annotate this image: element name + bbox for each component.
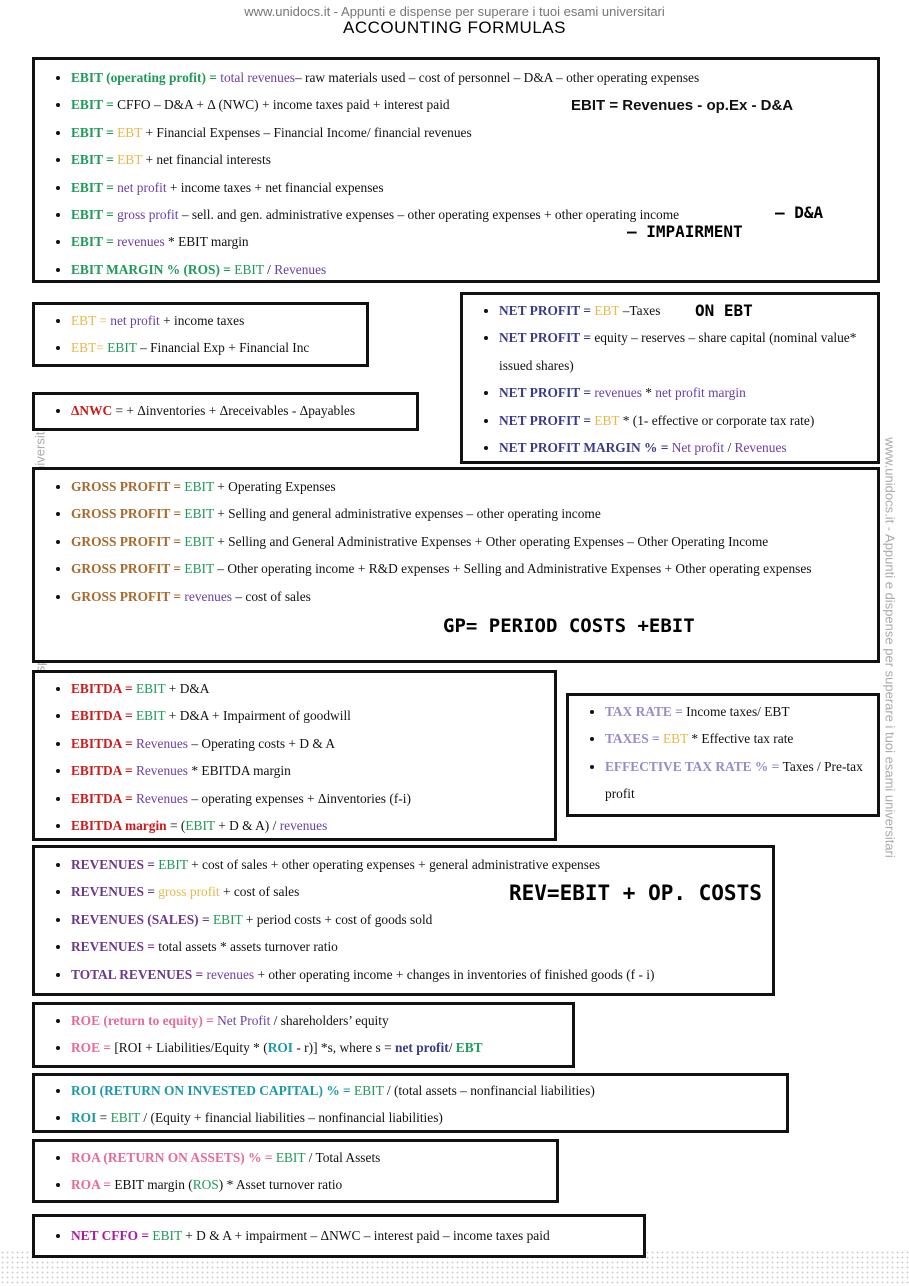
ebitda-box [32,670,557,841]
cffo-box [32,1214,646,1258]
formula-segment: EBIT [158,857,192,872]
formula-segment: equity – reserves – share capital (nominal value* issued shares) [499,330,857,373]
formula-segment: * EBITDA margin [191,763,291,779]
formula-segment: / [267,261,275,277]
formula-segment: net profit [395,1040,449,1056]
formula-segment: ) * Asset turnover ratio [218,1177,343,1193]
formula-item [71,906,772,933]
formula-segment: EBIT = [71,97,118,113]
formula-segment: EBIT [184,561,218,577]
formula-segment: EBIT [135,681,169,696]
formula-item [71,555,863,582]
gross-profit-box [32,467,880,663]
formula-segment: ROS [192,1177,219,1193]
formula-item [71,1222,643,1249]
net-profit-box [460,292,880,464]
formula-segment: / (Equity + financial liabilities – nonfinancial liabilities) [143,1110,443,1126]
formula-item [71,397,416,424]
formula-item [605,753,867,808]
formula-segment: total revenues [220,70,295,85]
formula-segment: - r)] *s, where s = [296,1040,395,1056]
formula-segment: EBIT [135,708,169,724]
page-title: ACCOUNTING FORMULAS [343,18,566,37]
formula-segment: Net Profit [217,1013,274,1028]
formula-segment: EBIT MARGIN % (ROS) = [71,261,235,277]
formula-segment: –Taxes [622,303,661,318]
formula-segment: EBITDA = [71,681,136,696]
formula-segment: EBIT [212,911,246,927]
formula-item [499,407,877,434]
revenues-box [32,845,775,996]
formula-segment: EBIT (operating profit) = [71,70,221,85]
formula-segment: ROA = [71,1177,115,1193]
formula-item [71,933,772,960]
formula-segment: revenues [279,818,328,834]
formula-item [71,228,877,255]
formula-segment: EBIT margin ( [114,1177,193,1193]
roa-formula-list [35,1144,556,1199]
cffo-formula-list [35,1222,643,1249]
formula-segment: EBT [662,731,692,747]
formula-item [605,698,867,725]
formula-segment: gross profit [158,884,223,900]
formula-segment: Taxes / Pre-tax profit [605,758,863,802]
formula-segment: + income taxes + net financial expenses [169,179,384,195]
formula-segment: ΔNWC [71,403,116,418]
formula-item [71,1171,556,1198]
formula-segment: EBIT [107,340,141,356]
formula-item [71,201,877,228]
ebt-box [32,302,369,367]
formula-item [71,757,554,784]
formula-segment: Revenues [135,790,192,806]
ebt-formula-list [35,307,366,362]
formula-segment: + income taxes [163,313,245,328]
formula-item [71,851,772,878]
formula-segment: NET PROFIT = [499,303,595,318]
formula-segment: REVENUES = [71,884,159,900]
formula-segment: / Total Assets [308,1150,381,1165]
formula-segment: + cost of sales + other operating expenses + general administrative expenses [191,857,601,872]
formula-segment: TAXES = [605,731,663,747]
formula-segment: revenues [206,966,258,982]
gross-profit-formula-list [35,473,877,610]
formula-segment: REVENUES (SALES) = [71,911,213,927]
formula-segment: gross profit [117,207,182,223]
formula-segment: EBIT = [71,234,118,250]
formula-item [71,730,554,757]
formula-segment: + D & A + impairment – ΔNWC – interest paid – income taxes paid [185,1228,550,1243]
formula-item [71,256,877,283]
formula-segment: GROSS PROFIT = [71,588,185,604]
formula-item [71,528,863,555]
formula-segment: – cost of sales [235,588,311,604]
formula-segment: – Operating costs + D & A [191,735,336,751]
formula-item [71,64,877,91]
ebit-note: EBIT = Revenues - op.Ex - D&A [571,97,794,114]
net-profit-formula-list [463,297,877,461]
nwc-formula-list [35,397,416,424]
handwritten-note: ON EBT [695,301,753,320]
formula-segment: EBIT = [71,179,118,195]
formula-segment: / [448,1040,456,1056]
formula-segment: GROSS PROFIT = [71,479,185,494]
formula-segment: EBIT [152,1228,186,1243]
formula-segment: Revenues [274,261,327,277]
formula-segment: TAX RATE = [605,704,687,719]
formula-segment: + cost of sales [222,884,300,900]
formula-segment: GROSS PROFIT = [71,506,185,522]
revenues-formula-list [35,851,772,988]
formula-segment: REVENUES = [71,857,159,872]
formula-item [71,1104,786,1131]
formula-segment: GROSS PROFIT = [71,561,185,577]
formula-segment: EBIT [234,261,268,277]
formula-segment: / [727,440,735,456]
formula-segment: EBIT [184,533,218,549]
formula-segment: + period costs + cost of goods sold [245,911,433,927]
formula-segment: CFFO – D&A + Δ (NWC) + income taxes paid + interest paid [117,97,450,113]
formula-item [71,1007,572,1034]
formula-segment: * Effective tax rate [691,731,794,747]
formula-segment: ROA (RETURN ON ASSETS) % = [71,1150,276,1165]
formula-segment: Revenues [135,735,192,751]
formula-item [71,307,366,334]
formula-segment: EBIT [184,479,218,494]
formula-segment: EBT [594,412,623,428]
handwritten-note: – IMPAIRMENT [627,222,743,241]
formula-segment: + net financial interests [145,152,271,168]
roi-formula-list [35,1077,786,1132]
formula-item [499,297,877,324]
formula-segment: net profit [117,179,170,195]
formula-segment: NET PROFIT = [499,330,595,346]
formula-item [71,174,877,201]
header-watermark: www.unidocs.it - Appunti e dispense per superare i tuoi esami universitari [244,4,665,19]
formula-segment: – Other operating income + R&D expenses + Selling and Administrative Expenses + Other operating expenses [217,561,812,577]
formula-segment: + other operating income + changes in inventories of finished goods (f - i) [257,966,655,982]
formula-segment: EBT= [71,340,108,356]
formula-segment: EFFECTIVE TAX RATE % = [605,758,783,774]
roi-box [32,1073,789,1133]
formula-segment: GROSS PROFIT = [71,533,185,549]
formula-segment: = [99,1110,111,1126]
formula-segment: NET PROFIT = [499,385,595,401]
formula-segment: + D&A [168,681,210,696]
formula-segment: + Operating Expenses [217,479,336,494]
formula-item [71,1144,556,1171]
formula-segment: – Financial Exp + Financial Inc [140,340,310,356]
formula-segment: ROE (return to equity) = [71,1013,218,1028]
formula-segment: EBIT [184,506,218,522]
formula-item [499,324,877,379]
formula-item [71,1034,572,1061]
formula-segment: EBIT = [71,207,118,223]
formula-item [499,434,877,461]
formula-segment: / shareholders’ equity [273,1013,389,1028]
handwritten-note: GP= PERIOD COSTS +EBIT [443,615,695,637]
formula-item [71,812,554,839]
formula-item [71,785,554,812]
formula-item [499,379,877,406]
formula-segment: Revenues [135,763,192,779]
formula-segment: Income taxes/ EBT [686,704,790,719]
formula-segment: revenues [184,588,236,604]
side-watermark-right: www.unidocs.it - Appunti e dispense per superare i tuoi esami universitari [882,437,898,858]
roe-box [32,1002,575,1068]
ebit-box [32,57,880,283]
nwc-box [32,392,419,431]
formula-segment: – raw materials used – cost of personnel – D&A – other operating expenses [294,70,700,85]
formula-segment: + Selling and General Administrative Expenses + Other operating Expenses – Other Operating Income [217,533,769,549]
formula-segment: EBITDA = [71,735,136,751]
formula-segment: * EBIT margin [168,234,249,250]
roa-box [32,1139,559,1203]
formula-item [71,119,877,146]
formula-segment: Revenues [734,440,787,456]
formula-segment: NET PROFIT = [499,412,595,428]
formula-segment: = + Δinventories + Δreceivables - Δpayables [115,403,356,418]
formula-segment: + Selling and general administrative expenses – other operating income [217,506,601,522]
formula-segment: total assets * assets turnover ratio [158,939,338,955]
handwritten-note: REV=EBIT + OP. COSTS [509,881,762,905]
formula-segment: TOTAL REVENUES = [71,966,207,982]
formula-segment: EBIT [185,818,219,834]
formula-segment: EBT [117,152,146,168]
formula-segment: EBT [455,1040,483,1056]
formula-segment: EBIT [354,1083,387,1098]
formula-item [71,702,554,729]
formula-item [71,334,366,361]
formula-segment: EBIT = [71,124,118,140]
formula-item [71,583,863,610]
formula-segment: net profit margin [655,385,746,401]
formula-segment: ROI (RETURN ON INVESTED CAPITAL) % = [71,1083,355,1098]
formula-segment: ROI [267,1040,297,1056]
formula-segment: + D&A + Impairment of goodwill [168,708,351,724]
formula-segment: revenues [117,234,169,250]
formula-segment: Net profit [671,440,728,456]
formula-segment: NET CFFO = [71,1228,153,1243]
formula-segment: ROI [71,1110,100,1126]
tax-box [566,693,880,817]
formula-segment: EBITDA = [71,790,136,806]
formula-item [71,675,554,702]
formula-segment: * (1- effective or corporate tax rate) [622,412,815,428]
formula-segment: = ( [169,818,186,834]
formula-item [71,146,877,173]
formula-segment: EBIT [275,1150,309,1165]
formula-item [71,1077,786,1104]
formula-segment: EBIT [110,1110,144,1126]
formula-segment: EBITDA = [71,708,136,724]
formula-segment: + D & A) / [218,818,280,834]
formula-segment: – sell. and gen. administrative expenses – other operating expenses + other operating income [181,207,680,223]
formula-segment: / (total assets – nonfinancial liabilities) [386,1083,595,1098]
formula-segment: NET PROFIT MARGIN % = [499,440,672,456]
formula-segment: EBT = [71,313,111,328]
formula-segment: + Financial Expenses – Financial Income/ financial revenues [145,124,472,140]
formula-segment: EBIT = [71,152,118,168]
formula-segment: EBITDA = [71,763,136,779]
formula-segment: EBT [594,303,623,318]
tax-formula-list [569,698,877,808]
formula-item [71,500,863,527]
formula-segment: REVENUES = [71,939,159,955]
formula-item [71,473,863,500]
formula-segment: EBITDA margin [71,818,170,834]
formula-item [71,961,772,988]
formula-segment: * [645,385,656,401]
formula-segment: ROE = [71,1040,115,1056]
formula-segment: net profit [110,313,164,328]
handwritten-note: – D&A [775,203,824,222]
formula-segment: EBT [117,124,146,140]
formula-segment: revenues [594,385,646,401]
ebitda-formula-list [35,675,554,839]
formula-segment: – operating expenses + Δinventories (f-i) [191,790,411,806]
formula-item [605,725,867,752]
roe-formula-list [35,1007,572,1062]
formula-segment: [ROI + Liabilities/Equity * ( [114,1040,268,1056]
